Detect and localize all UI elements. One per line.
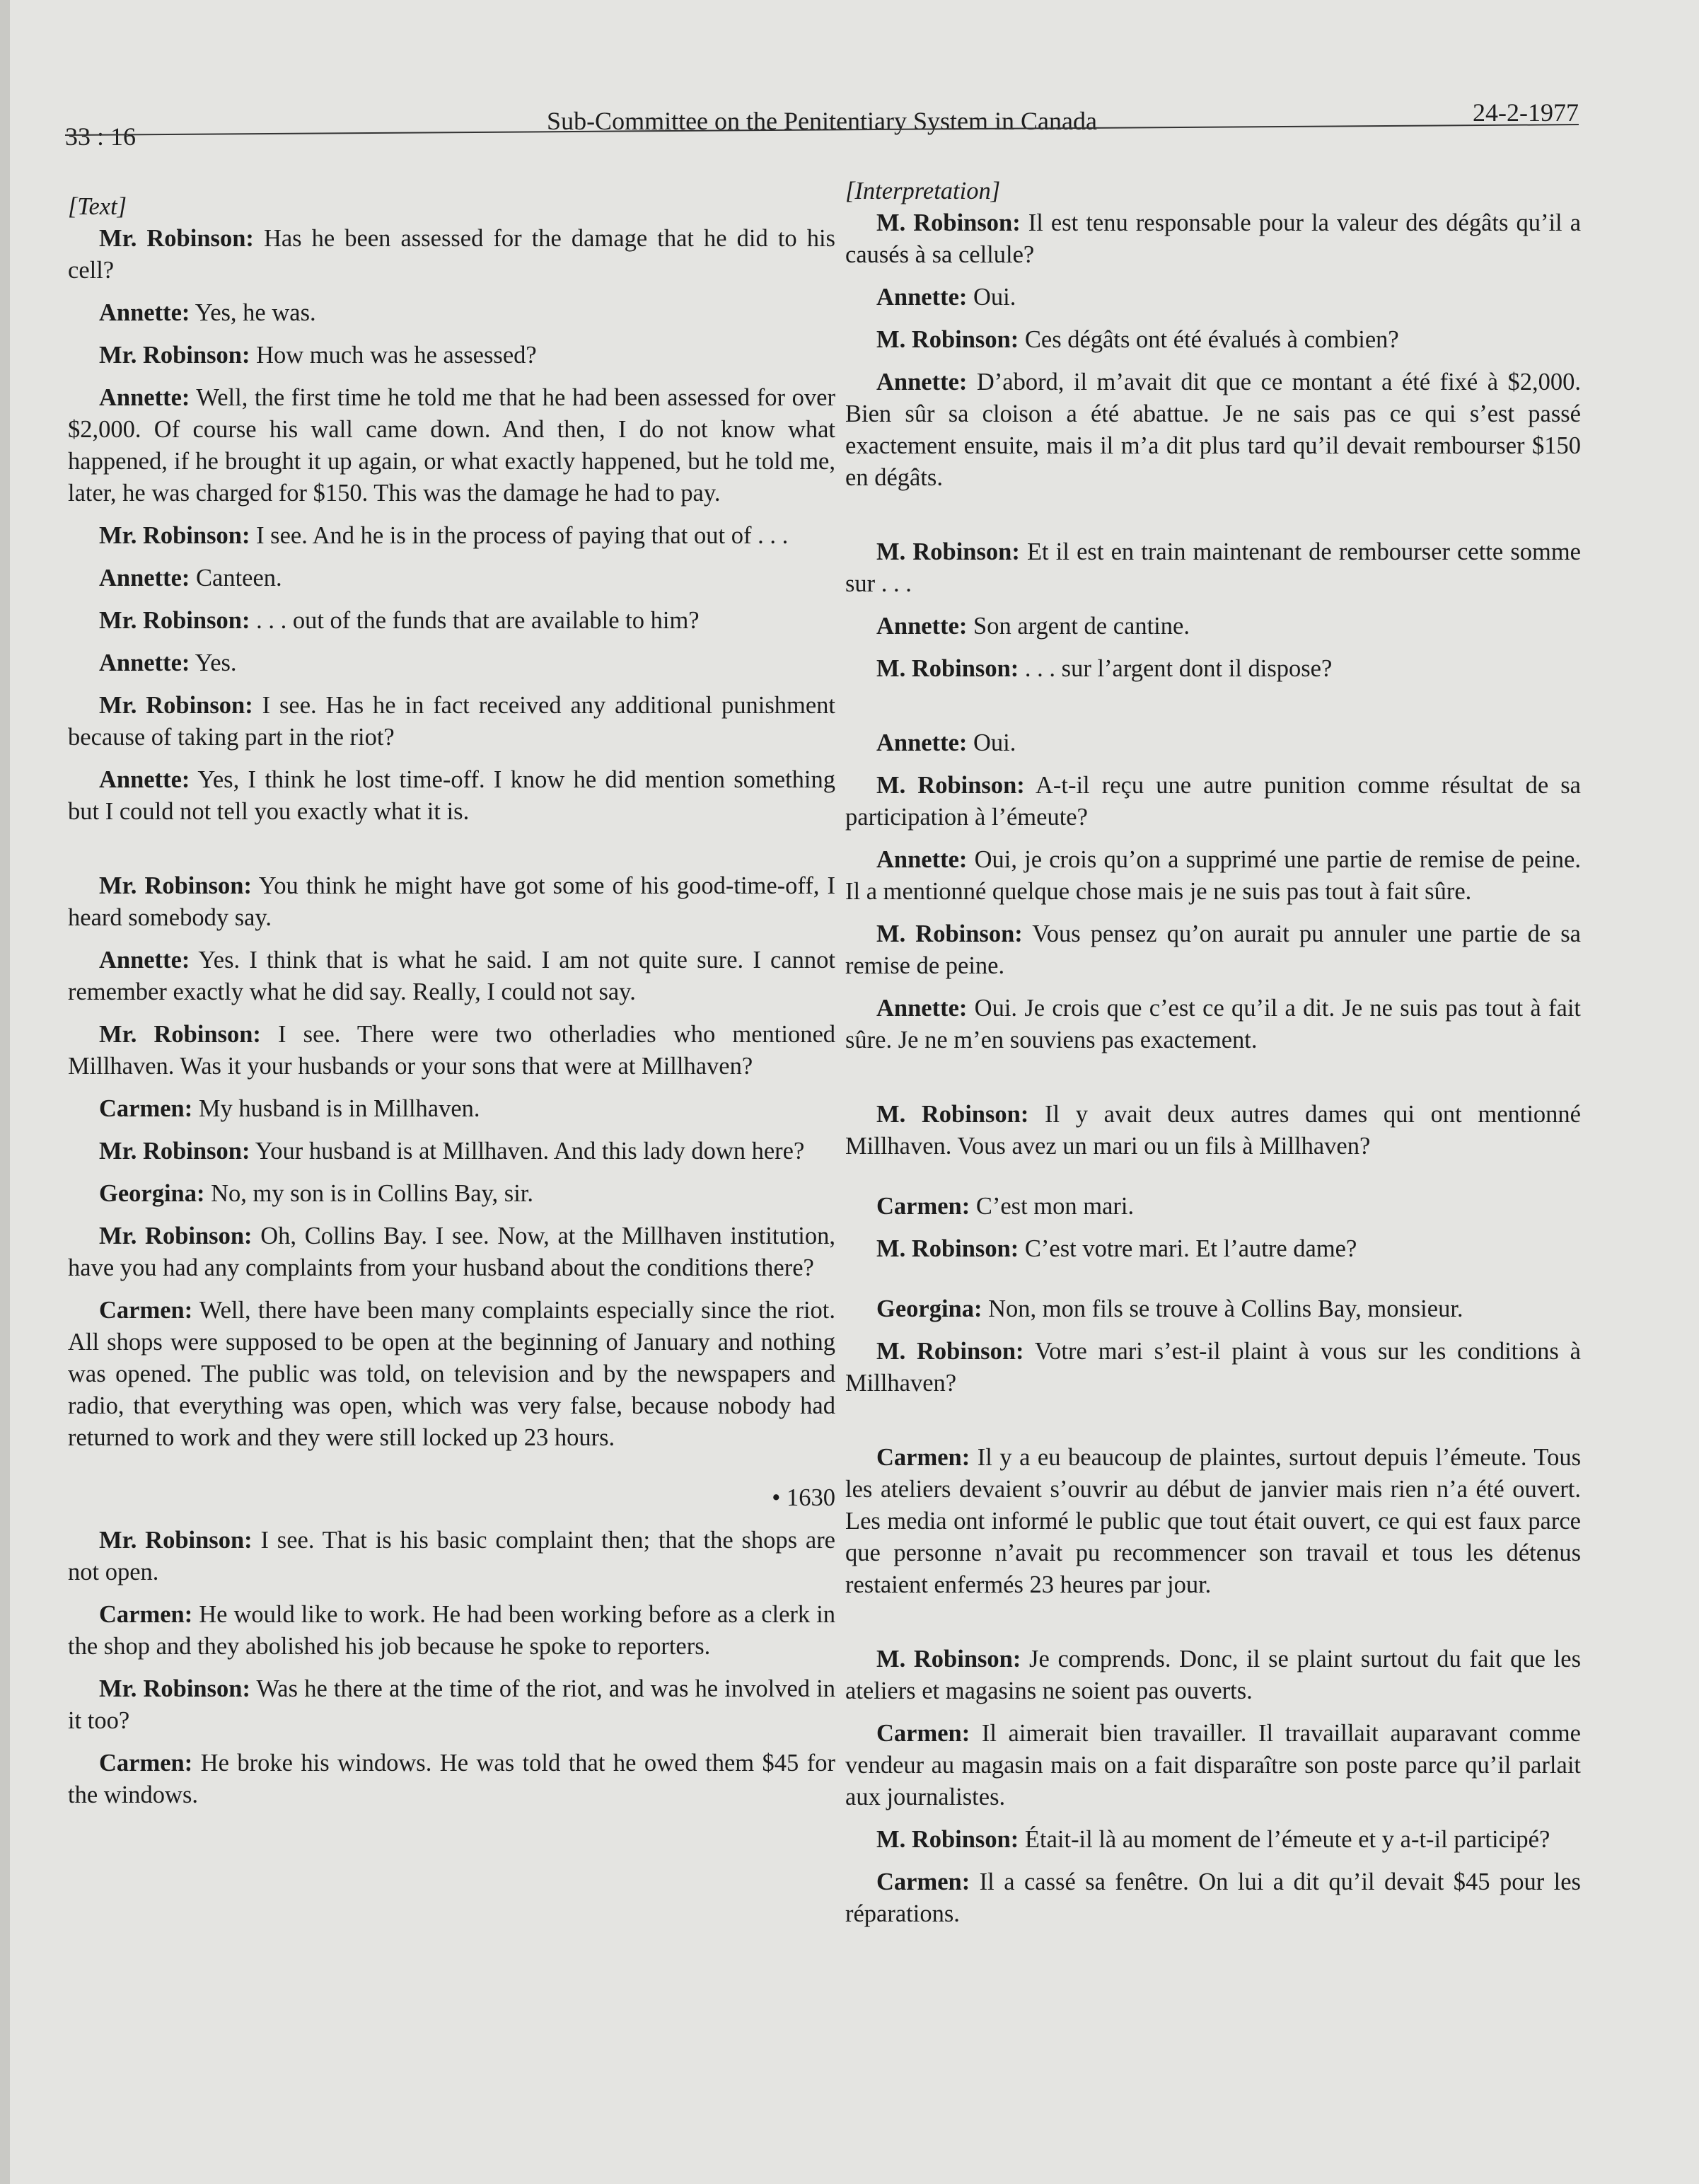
speech-text: Yes.: [190, 649, 237, 676]
paragraph: [68, 1019, 835, 1082]
speaker-name: M. Robinson:: [876, 1235, 1019, 1262]
speaker-name: M. Robinson:: [876, 538, 1020, 565]
paragraph: [845, 1866, 1581, 1930]
paragraph: [68, 1295, 835, 1454]
paragraph: [68, 1673, 835, 1737]
paragraph: [68, 1136, 835, 1167]
speaker-name: Mr. Robinson:: [99, 342, 250, 369]
paragraph: [845, 1099, 1581, 1162]
header-title: Sub-Committee on the Penitentiary System in Canada: [547, 107, 1097, 135]
paragraph: [845, 1718, 1581, 1813]
speaker-name: Annette:: [99, 766, 190, 793]
speaker-name: M. Robinson:: [876, 1646, 1021, 1672]
header-date: 24-2-1977: [1473, 98, 1579, 127]
paragraph: [68, 382, 835, 509]
speaker-name: M. Robinson:: [876, 1826, 1019, 1853]
paragraph: [845, 1824, 1581, 1856]
speech-text: Was he there at the time of the riot, and was he involved in it too?: [68, 1675, 835, 1734]
speech-text: A-t-il reçu une autre punition comme résultat de sa participation à l’émeute?: [845, 772, 1581, 831]
speech-text: Il aimerait bien travailler. Il travaillait auparavant comme vendeur au magasin mais on a fait disparaître son poste parce qu’il parlait aux journalistes.: [845, 1720, 1581, 1810]
speech-text: C’est mon mari.: [970, 1193, 1135, 1220]
speech-text: Votre mari s’est-il plaint à vous sur les conditions à Millhaven?: [845, 1338, 1581, 1397]
speech-text: Je comprends. Donc, il se plaint surtout du fait que les ateliers et magasins ne soient pas ouverts.: [845, 1646, 1581, 1704]
paragraph: [845, 366, 1581, 494]
speaker-name: Annette:: [876, 613, 968, 640]
speech-text: Oui. Je crois que c’est ce qu’il a dit. Je ne suis pas tout à fait sûre. Je ne m’en souviens pas exactement.: [845, 995, 1581, 1053]
speaker-name: Carmen:: [99, 1750, 193, 1776]
paragraph: [845, 1336, 1581, 1399]
speech-text: Well, the first time he told me that he had been assessed for over $2,000. Of course his wall came down. And then, I do not know what happened, if he brought it up again, or what exactly happened, but he told me, later, he was charged for $150. This was the damage he had to pay.: [68, 384, 835, 507]
speaker-name: M. Robinson:: [876, 772, 1025, 799]
paragraph: [845, 324, 1581, 356]
speaker-name: Mr. Robinson:: [99, 522, 250, 549]
paragraph: [845, 282, 1581, 313]
speaker-name: Carmen:: [99, 1601, 193, 1628]
paragraph: [68, 520, 835, 552]
paragraph: [68, 1525, 835, 1588]
speaker-name: Carmen:: [876, 1868, 970, 1895]
speaker-name: Annette:: [876, 729, 968, 756]
speech-text: D’abord, il m’avait dit que ce montant a été fixé à $2,000. Bien sûr sa cloison a été abattue. Je ne sais pas ce qui s’est passé exactement ensuite, mais il m’a dit plus tard qu’il devait rembourser $150 en dégâts.: [845, 369, 1581, 491]
paragraph: [68, 340, 835, 371]
speech-text: Il est tenu responsable pour la valeur des dégâts qu’il a causés à sa cellule?: [845, 209, 1582, 268]
paragraph: [68, 870, 835, 934]
speech-text: Oui.: [967, 729, 1016, 756]
speaker-name: Carmen:: [876, 1193, 970, 1220]
speaker-name: Georgina:: [876, 1295, 982, 1322]
page-edge: [0, 0, 10, 2184]
paragraph: [68, 297, 835, 329]
speech-text: You think he might have got some of his good-time-off, I heard somebody say.: [68, 872, 836, 931]
paragraph: [68, 1220, 835, 1284]
paragraph: [68, 690, 835, 753]
paragraph: [68, 1178, 835, 1210]
speaker-name: Georgina:: [99, 1180, 205, 1207]
speech-text: Non, mon fils se trouve à Collins Bay, monsieur.: [982, 1295, 1463, 1322]
speech-text: Oui, je crois qu’on a supprimé une partie de remise de peine. Il a mentionné quelque chose mais je ne suis pas tout à fait sûre.: [845, 846, 1581, 905]
speaker-name: M. Robinson:: [876, 209, 1021, 236]
speech-text: Yes. I think that is what he said. I am not quite sure. I cannot remember exactly what he did say. Really, I could not say.: [68, 947, 835, 1005]
paragraph: [845, 727, 1581, 759]
paragraph: [845, 207, 1581, 271]
speaker-name: Mr. Robinson:: [99, 1138, 250, 1165]
page-header: [65, 98, 1579, 151]
speech-text: Yes, he was.: [190, 299, 316, 326]
speech-text: Il a cassé sa fenêtre. On lui a dit qu’il devait $45 pour les réparations.: [845, 1868, 1581, 1927]
speech-text: Oh, Collins Bay. I see. Now, at the Millhaven institution, have you had any complaints from your husband about the conditions there?: [68, 1223, 835, 1281]
speaker-name: Annette:: [99, 947, 190, 973]
paragraph: [845, 770, 1581, 833]
speech-text: Vous pensez qu’on aurait pu annuler une partie de sa remise de peine.: [845, 920, 1581, 979]
speaker-name: M. Robinson:: [876, 1338, 1024, 1365]
speaker-name: M. Robinson:: [876, 920, 1023, 947]
paragraph: [845, 918, 1581, 982]
speech-text: Yes, I think he lost time-off. I know he did mention something but I could not tell you exactly what it is.: [68, 766, 835, 825]
speaker-name: Annette:: [99, 384, 190, 411]
page-number: 33 : 16: [65, 122, 137, 151]
speaker-name: Mr. Robinson:: [99, 872, 252, 899]
paragraph: [845, 611, 1581, 642]
paragraph: [845, 1643, 1581, 1707]
speech-text: He would like to work. He had been working before as a clerk in the shop and they abolished his job because he spoke to reporters.: [68, 1601, 835, 1660]
paragraph: [845, 1191, 1581, 1223]
speech-text: Well, there have been many complaints especially since the riot. All shops were supposed to be open at the beginning of January and nothing was opened. The public was told, on television and by the newspapers and radio, that everything was open, which was very false, because nobody had returned to work and they were still locked up 23 hours.: [68, 1297, 835, 1451]
speaker-name: Annette:: [876, 369, 968, 395]
speech-text: I see. Has he in fact received any additional punishment because of taking part in the riot?: [68, 692, 836, 751]
speaker-name: Annette:: [99, 565, 190, 591]
speech-text: I see. There were two otherladies who mentioned Millhaven. Was it your husbands or your sons that were at Millhaven?: [68, 1021, 836, 1080]
speaker-name: Annette:: [99, 649, 190, 676]
speech-text: Il y a eu beaucoup de plaintes, surtout depuis l’émeute. Tous les ateliers devaient s’ouvrir au début de janvier mais rien n’a été ouvert. Les media ont informé le public que tout était ouvert, ce qui est faux parce que personne n’avait pu recommencer son travail et tous les détenus restaient enfermés 23 heures par jour.: [845, 1444, 1581, 1598]
speaker-name: M. Robinson:: [876, 655, 1019, 682]
paragraph: [845, 844, 1581, 908]
paragraph: [845, 653, 1581, 685]
speech-text: Et il est en train maintenant de rembourser cette somme sur . . .: [845, 538, 1581, 597]
paragraph: [845, 1442, 1581, 1601]
speaker-name: M. Robinson:: [876, 326, 1019, 353]
speaker-name: Carmen:: [876, 1444, 970, 1471]
paragraph: [68, 1093, 835, 1125]
speaker-name: Mr. Robinson:: [99, 1527, 253, 1554]
speech-text: Oui.: [967, 284, 1016, 311]
speech-text: Il y avait deux autres dames qui ont mentionné Millhaven. Vous avez un mari ou un fils à Millhaven?: [845, 1101, 1581, 1160]
speaker-name: Carmen:: [99, 1095, 193, 1122]
speech-text: Has he been assessed for the damage that he did to his cell?: [68, 225, 835, 284]
paragraph: [68, 1599, 835, 1663]
speaker-name: Annette:: [876, 995, 968, 1022]
paragraph: [845, 536, 1581, 600]
speech-text: How much was he assessed?: [250, 342, 537, 369]
speech-text: Était-il là au moment de l’émeute et y a-t-il participé?: [1019, 1826, 1550, 1853]
speech-text: Your husband is at Millhaven. And this lady down here?: [250, 1138, 805, 1165]
section-label-interpretation: [Interpretation]: [845, 178, 1001, 204]
speech-text: . . . out of the funds that are available to him?: [250, 607, 700, 634]
speaker-name: Mr. Robinson:: [99, 1223, 253, 1249]
speech-text: . . . sur l’argent dont il dispose?: [1019, 655, 1333, 682]
speech-text: He broke his windows. He was told that he owed them $45 for the windows.: [68, 1750, 835, 1808]
paragraph: [68, 647, 835, 679]
time-marker: • 1630: [772, 1484, 835, 1511]
speaker-name: Mr. Robinson:: [99, 607, 250, 634]
paragraph: [68, 605, 835, 637]
speech-text: My husband is in Millhaven.: [192, 1095, 480, 1122]
paragraph: [68, 1747, 835, 1811]
speaker-name: Annette:: [876, 284, 968, 311]
speaker-name: Mr. Robinson:: [99, 225, 254, 252]
speaker-name: Annette:: [99, 299, 190, 326]
speaker-name: Carmen:: [876, 1720, 970, 1747]
paragraph: [845, 1293, 1581, 1325]
speech-text: Ces dégâts ont été évalués à combien?: [1019, 326, 1399, 353]
speaker-name: Carmen:: [99, 1297, 193, 1324]
speaker-name: Mr. Robinson:: [99, 692, 253, 719]
speech-text: I see. That is his basic complaint then; that the shops are not open.: [68, 1527, 835, 1585]
speech-text: C’est votre mari. Et l’autre dame?: [1019, 1235, 1357, 1262]
paragraph: [68, 764, 835, 828]
paragraph: [845, 1233, 1581, 1265]
english-column: [68, 191, 835, 1822]
speech-text: Canteen.: [190, 565, 282, 591]
paragraph: [68, 944, 835, 1008]
paragraph: [68, 562, 835, 594]
speaker-name: Annette:: [876, 846, 968, 873]
speech-text: Son argent de cantine.: [967, 613, 1190, 640]
speech-text: I see. And he is in the process of paying that out of . . .: [250, 522, 789, 549]
section-label-text: [Text]: [68, 193, 127, 220]
speaker-name: M. Robinson:: [876, 1101, 1029, 1128]
speaker-name: Mr. Robinson:: [99, 1675, 250, 1702]
french-column: [845, 175, 1581, 1941]
paragraph: [845, 993, 1581, 1056]
paragraph: [68, 223, 835, 287]
speech-text: No, my son is in Collins Bay, sir.: [204, 1180, 534, 1207]
speaker-name: Mr. Robinson:: [99, 1021, 261, 1048]
